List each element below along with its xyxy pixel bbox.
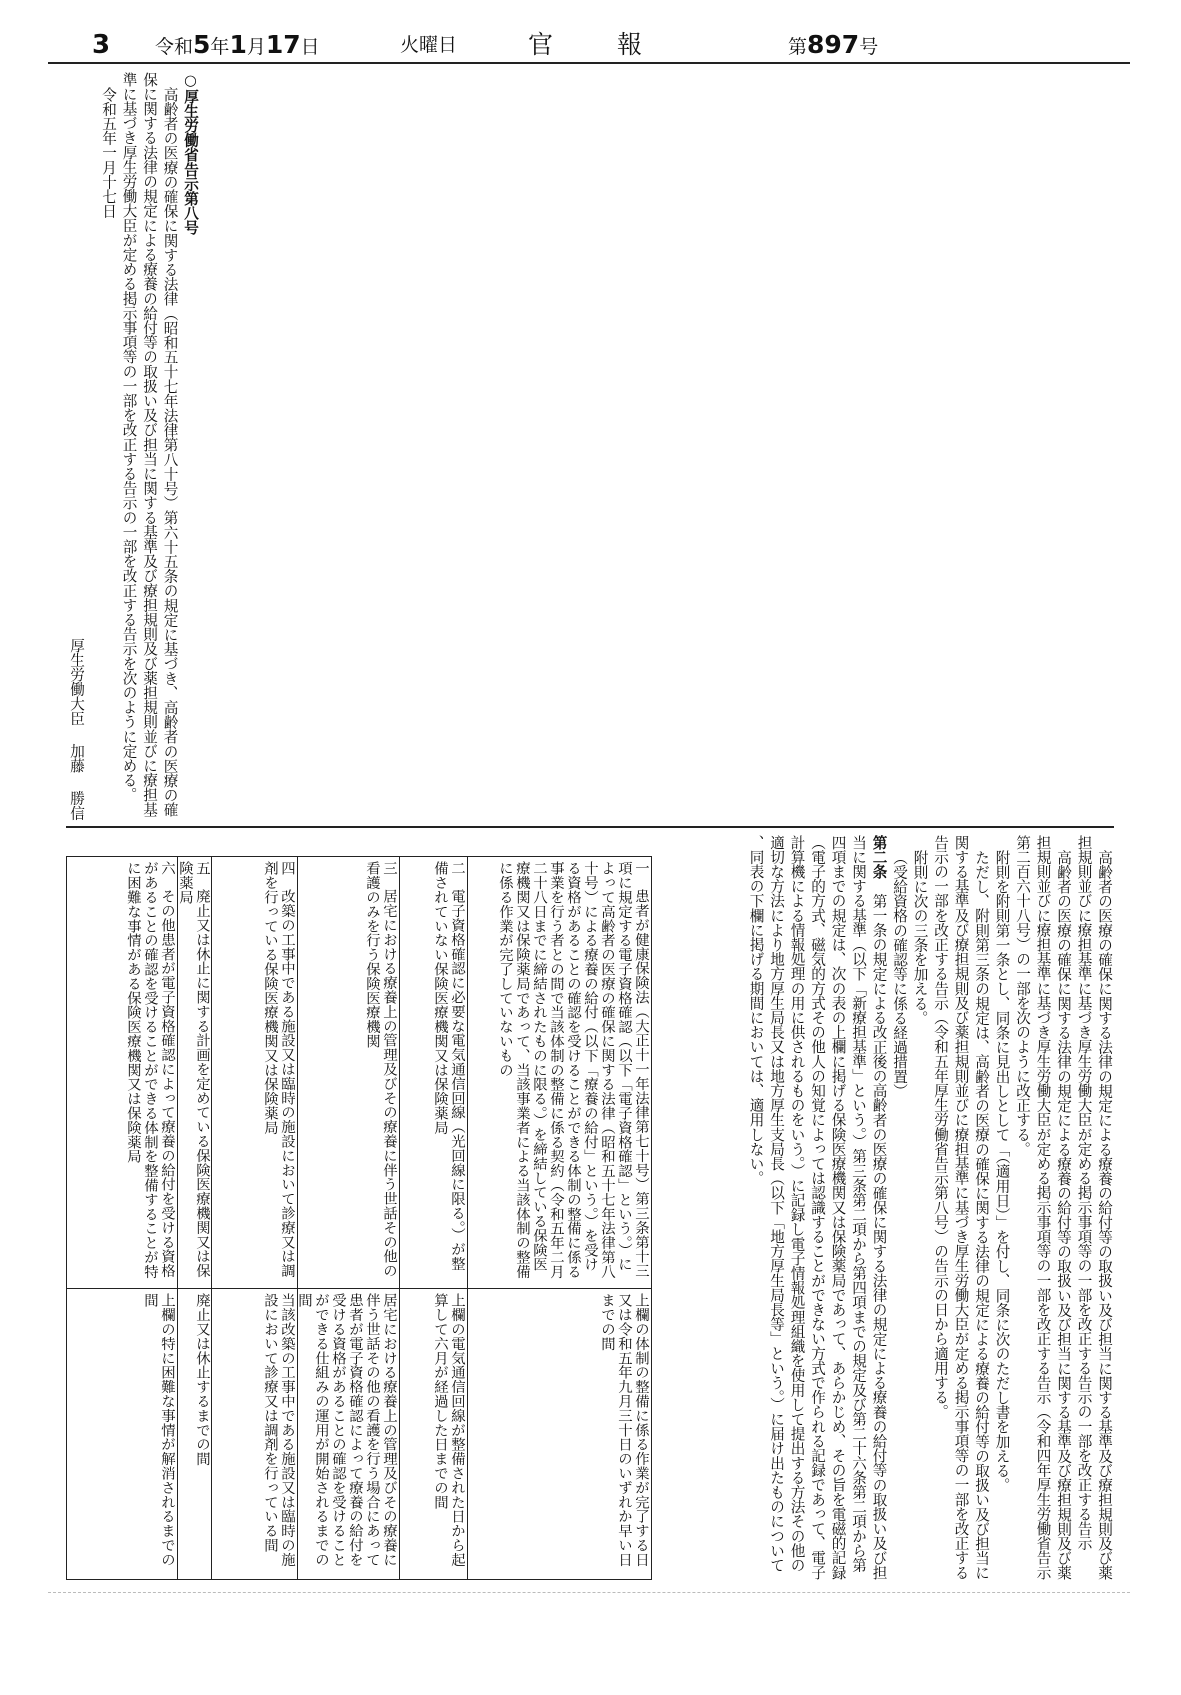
row-condition: 患者が健康保険法（大正十一年法律第七十号）第三条第十三項に規定する電子資格確認（以下「電子資格確認」という。）によって高齢者の医療の確保に関する法律（昭和五十七年法律第八十号）による療養の給付（以下「療養の給付」という。）を受ける資格があることの確認を受けることができる体制の整備に係る事業を行う者との間で当該体制の整備に係る契約（令和五年二月二十八日までに締結されたものに限る。）を締結している保険医療機関又は保険薬局であって、当該事業者による当該体制の整備に係る作業が完了していないもの: [497, 861, 649, 1279]
amendment-para-4: 附則に次の三条を加える。: [911, 850, 929, 1026]
day-unit: 日: [300, 36, 320, 58]
row-condition: 改築の工事中である施設又は臨時の施設において診療又は調剤を行っている保険医療機関又は保険薬局: [262, 861, 295, 1279]
row-number: 五: [194, 861, 210, 876]
row-period: 廃止又は休止するまでの間: [194, 1293, 210, 1466]
table-rule: [211, 857, 212, 1579]
article-label: 第二条: [870, 835, 888, 879]
issue-date: [155, 30, 320, 62]
table-row-6-condition: [70, 861, 175, 1285]
table-row-5-condition: [177, 861, 210, 1285]
signature: [64, 578, 86, 820]
issue-digits: 897: [807, 30, 860, 59]
row-number: 六: [159, 861, 175, 876]
signatory-family-name: 加藤: [68, 743, 85, 773]
row-condition: 廃止又は休止に関する計画を定めている保険医療機関又は保険薬局: [177, 861, 210, 1279]
year: 5: [193, 30, 211, 59]
transition-table: [66, 856, 652, 1580]
month-unit: 月: [246, 36, 266, 58]
page-number: 3: [92, 30, 111, 60]
notice-body: 高齢者の医療の確保に関する法律（昭和五十七年法律第八十号）第六十五条の規定に基づき、高齢者の医療の確保に関する法律の規定による療養の給付等の取扱い及び担当に関する基準及び療担規則及び薬担規則並びに療担基準に基づき厚生労働大臣が定める掲示事項等の一部を改正する告示の一部を改正する告示を次のように定める。: [120, 72, 179, 817]
row-number: 二: [449, 861, 465, 876]
table-row-1-condition: [471, 861, 649, 1285]
table-row-1-period: [471, 1293, 649, 1577]
amendment-caption: （受給資格の確認等に係る経過措置）: [891, 850, 908, 1099]
table-divider: [67, 1288, 651, 1289]
table-row-2-period: [403, 1293, 465, 1577]
amendment-para-1: 高齢者の医療の確保に関する法律の規定による療養の給付等の取扱い及び担当に関する基準及び療担規則及び薬担規則並びに療担基準に基づき厚生労働大臣が定める掲示事項等の一部を改正する告示（令和四年厚生労働省告示第二百六十八号）の一部を次のように改正する。: [1014, 835, 1072, 1580]
month: 1: [229, 30, 247, 59]
page-header: [48, 26, 1130, 64]
notice-title: ○厚生労働省告示第八号: [182, 72, 199, 235]
table-row-6-period: [70, 1293, 175, 1577]
era: 令和: [155, 36, 194, 58]
row-condition: 居宅における療養上の管理及びその療養に伴う世話その他の看護のみを行う保険医療機関: [364, 861, 397, 1279]
footer-rule: [48, 1592, 1130, 1593]
row-period: 居宅における療養上の管理及びその療養に伴う世話その他の看護を行う場合にあって患者が電子資格確認によって療養の給付を受ける資格があることの確認を受けることができる仕組みの運用が開始されるまでの間: [296, 1293, 397, 1567]
issue-suffix: 号: [859, 36, 879, 58]
table-rule: [467, 857, 468, 1579]
row-number: 三: [381, 861, 397, 876]
row-period: 当該改築の工事中である施設又は臨時の施設において診療又は調剤を行っている間: [262, 1293, 295, 1567]
day: 17: [265, 30, 301, 59]
article-text: 第一条の規定による改正後の高齢者の医療の確保に関する法律の規定による療養の給付等の取扱い及び担当に関する基準（以下「新療担基準」という。）第三条第二項から第四項までの規定及び第二十六条第二項から第四項までの規定は、次の表の上欄に掲げる保険医療機関又は保険薬局であって、あらかじめ、その旨を電磁的記録（電子的方式、磁気的方式その他人の知覚によっては認識することができない方式で作られる記録であって、電子計算機による情報処理の用に供されるものをいう。）に記録し電子情報処理組織を使用して提出する方法その他の適切な方法により地方厚生局長又は地方厚生支局長（以下「地方厚生局長等」という。）に届け出たものについて、同表の下欄に掲げる期間においては、適用しない。: [747, 835, 888, 1580]
notice-block: [80, 72, 200, 820]
signatory-title: 厚生労働大臣: [68, 637, 85, 726]
header-rule: [48, 62, 1130, 64]
notice-date: 令和五年一月十七日: [100, 87, 117, 219]
row-period: 上欄の特に困難な事情が解消されるまでの間: [142, 1293, 175, 1567]
table-rule: [177, 857, 178, 1579]
table-row-4-condition: [215, 861, 295, 1285]
issue-number: [788, 30, 878, 62]
table-row-3-period: [296, 1293, 397, 1577]
publication-title: 官報: [528, 30, 707, 59]
amendment-heading: 高齢者の医療の確保に関する法律の規定による療養の給付等の取扱い及び担当に関する基準及び療担規則及び薬担規則並びに療担基準に基づき厚生労働大臣が定める掲示事項等の一部を改正する告示の一部を改正する告示: [1075, 835, 1113, 1580]
row-number: 四: [279, 861, 295, 876]
row-number: 一: [633, 861, 649, 876]
amendment-para-3: ただし、附則第三条の規定は、高齢者の医療の確保に関する法律の規定による療養の給付等の取扱い及び担当に関する基準及び療担規則及び薬担規則並びに療担基準に基づき厚生労働大臣が定める掲示事項等の一部を改正する告示の一部を改正する告示（令和五年厚生労働省告示第八号）の告示の日から適用する。: [932, 835, 990, 1580]
table-rule: [297, 857, 298, 1579]
row-condition: その他患者が電子資格確認によって療養の給付を受ける資格があることの確認を受けることができる体制を整備することが特に困難な事情がある保険医療機関又は保険薬局: [125, 861, 175, 1279]
table-row-4-period: [215, 1293, 295, 1577]
amendment-block: [652, 835, 1114, 1580]
issue-prefix: 第: [788, 36, 808, 58]
amendment-para-2: 附則を附則第一条とし、同条に見出しとして「（適用日）」を付し、同条に次のただし書を加える。: [993, 850, 1011, 1493]
year-unit: 年: [210, 36, 230, 58]
signatory-given-name: 勝信: [68, 790, 85, 820]
section-rule: [66, 826, 1114, 828]
table-row-3-condition: [301, 861, 397, 1285]
article-2: [748, 835, 888, 1580]
row-period: 上欄の電気通信回線が整備された日から起算して六月が経過した日までの間: [432, 1293, 465, 1567]
table-row-5-period: [180, 1293, 210, 1577]
weekday: 火曜日: [400, 34, 458, 56]
table-rule: [399, 857, 400, 1579]
row-condition: 電子資格確認に必要な電気通信回線（光回線に限る。）が整備されていない保険医療機関又は保険薬局: [432, 861, 465, 1272]
row-period: 上欄の体制の整備に係る作業が完了する日又は令和五年九月三十日のいずれか早い日までの間: [599, 1293, 649, 1567]
table-row-2-condition: [403, 861, 465, 1285]
